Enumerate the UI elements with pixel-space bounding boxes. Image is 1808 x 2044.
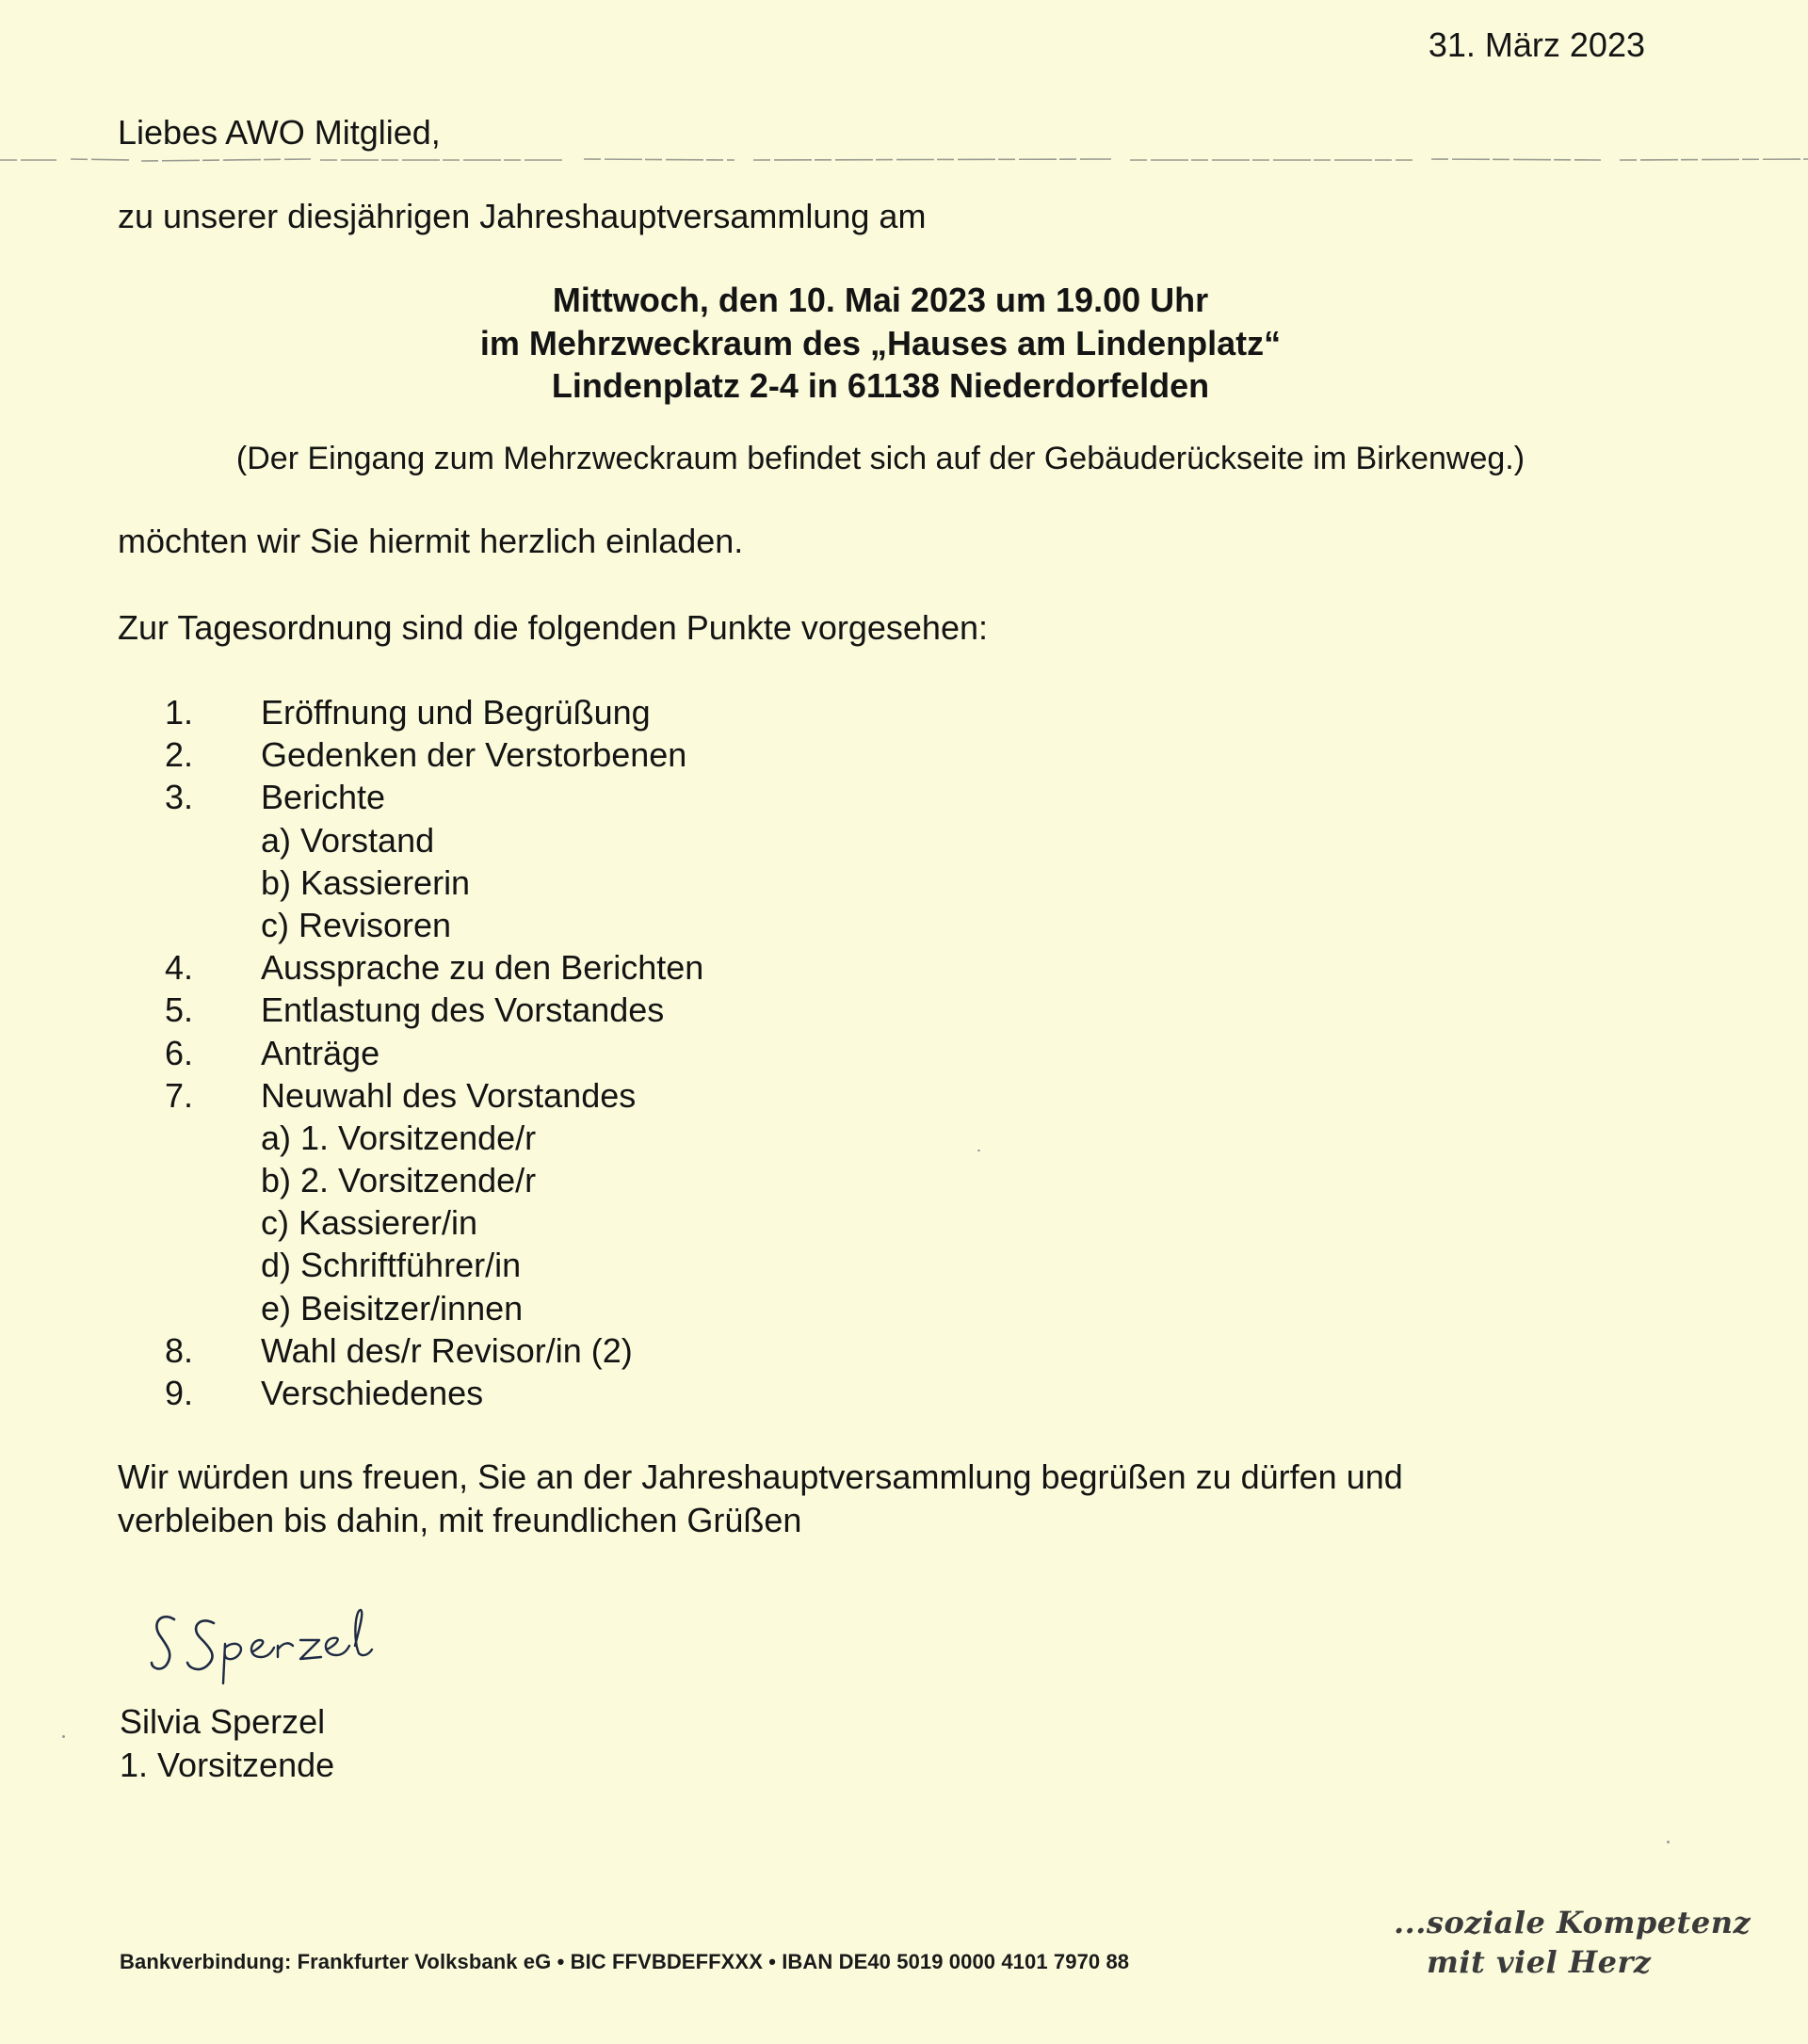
agenda-item — [0, 733, 1808, 776]
agenda-item-text: Eröffnung und Begrüßung — [261, 693, 651, 732]
agenda-item — [0, 819, 1808, 861]
event-date-time: Mittwoch, den 10. Mai 2023 um 19.00 Uhr — [552, 281, 1209, 319]
slogan-line-1: ...soziale Kompetenz — [1394, 1905, 1752, 1940]
agenda-item — [0, 1372, 1808, 1414]
agenda-item-text: Entlastung des Vorstandes — [261, 990, 665, 1030]
intro-line: zu unserer diesjährigen Jahreshauptversammlung am — [118, 197, 927, 235]
agenda-item-number: 8. — [165, 1330, 194, 1370]
agenda-item-text: b) 2. Vorsitzende/r — [261, 1161, 537, 1200]
agenda-item-text: c) Kassierer/in — [261, 1203, 478, 1243]
agenda-item-text: Gedenken der Verstorbenen — [261, 735, 687, 775]
agenda-item — [0, 989, 1808, 1031]
agenda-intro: Zur Tagesordnung sind die folgenden Punkte vorgesehen: — [118, 608, 988, 647]
slogan-logo — [1389, 1905, 1752, 1999]
agenda-item-number: 7. — [165, 1075, 194, 1115]
signer-role: 1. Vorsitzende — [120, 1746, 335, 1784]
closing-text — [118, 1456, 1403, 1542]
agenda-item — [0, 1074, 1808, 1117]
agenda-item-text: a) 1. Vorsitzende/r — [261, 1118, 537, 1157]
agenda-item-text: a) Vorstand — [261, 820, 435, 860]
handwritten-signature — [146, 1602, 419, 1692]
agenda-item — [0, 1329, 1808, 1372]
agenda-item — [0, 1032, 1808, 1074]
agenda-item — [0, 1201, 1808, 1244]
invitation-line: möchten wir Sie hiermit herzlich einladen. — [118, 522, 744, 560]
event-address: Lindenplatz 2-4 in 61138 Niederdorfelden — [551, 366, 1210, 405]
agenda-item-text: c) Revisoren — [261, 905, 452, 944]
scan-speck — [62, 1735, 65, 1738]
agenda-item-text: Neuwahl des Vorstandes — [261, 1075, 637, 1115]
signer-name: Silvia Sperzel — [120, 1702, 326, 1741]
salutation: Liebes AWO Mitglied, — [118, 113, 441, 152]
agenda-item-text: Anträge — [261, 1033, 380, 1072]
slogan-line-2: mit viel Herz — [1427, 1944, 1652, 1980]
agenda-item-text: d) Schriftführer/in — [261, 1246, 522, 1285]
agenda-item-text: Aussprache zu den Berichten — [261, 948, 704, 988]
agenda-list — [0, 691, 1808, 1414]
closing-line-1: Wir würden uns freuen, Sie an der Jahreshauptversammlung begrüßen zu dürfen und — [118, 1457, 1403, 1496]
agenda-item — [0, 1244, 1808, 1286]
agenda-item-number: 2. — [165, 735, 194, 775]
agenda-item — [0, 1287, 1808, 1329]
agenda-item-number: 6. — [165, 1033, 194, 1072]
agenda-item — [0, 1117, 1808, 1159]
agenda-item-text: Verschiedenes — [261, 1374, 484, 1412]
agenda-item-number: 1. — [165, 693, 194, 732]
agenda-item — [0, 861, 1808, 904]
agenda-item-text: Berichte — [261, 778, 386, 817]
agenda-item-text: e) Beisitzer/innen — [261, 1288, 524, 1328]
scan-speck — [977, 1150, 980, 1151]
agenda-item-number: 4. — [165, 948, 194, 988]
agenda-item-text: b) Kassiererin — [261, 862, 471, 902]
letter-date: 31. März 2023 — [1428, 25, 1645, 64]
event-venue: im Mehrzweckraum des „Hauses am Lindenplatz“ — [479, 323, 1282, 362]
scan-speck — [1667, 1841, 1670, 1843]
agenda-item — [0, 691, 1808, 733]
agenda-item-text: Wahl des/r Revisor/in (2) — [261, 1330, 633, 1370]
bank-details: Bankverbindung: Frankfurter Volksbank eG • BIC FFVBDEFFXXX • IBAN DE40 5019 0000 4101 7970 88 — [120, 1950, 1130, 1973]
agenda-item — [0, 776, 1808, 818]
agenda-item-number: 3. — [165, 778, 194, 817]
agenda-item-number: 5. — [165, 990, 194, 1030]
event-details — [0, 279, 1761, 408]
agenda-item — [0, 946, 1808, 989]
entrance-note: (Der Eingang zum Mehrzweckraum befindet sich auf der Gebäuderückseite im Birkenweg.) — [235, 441, 1526, 476]
agenda-item-number: 9. — [165, 1374, 194, 1412]
agenda-item — [0, 1159, 1808, 1201]
closing-line-2: verbleiben bis dahin, mit freundlichen Grüßen — [118, 1501, 802, 1539]
agenda-item — [0, 904, 1808, 946]
fold-line — [0, 157, 1808, 163]
